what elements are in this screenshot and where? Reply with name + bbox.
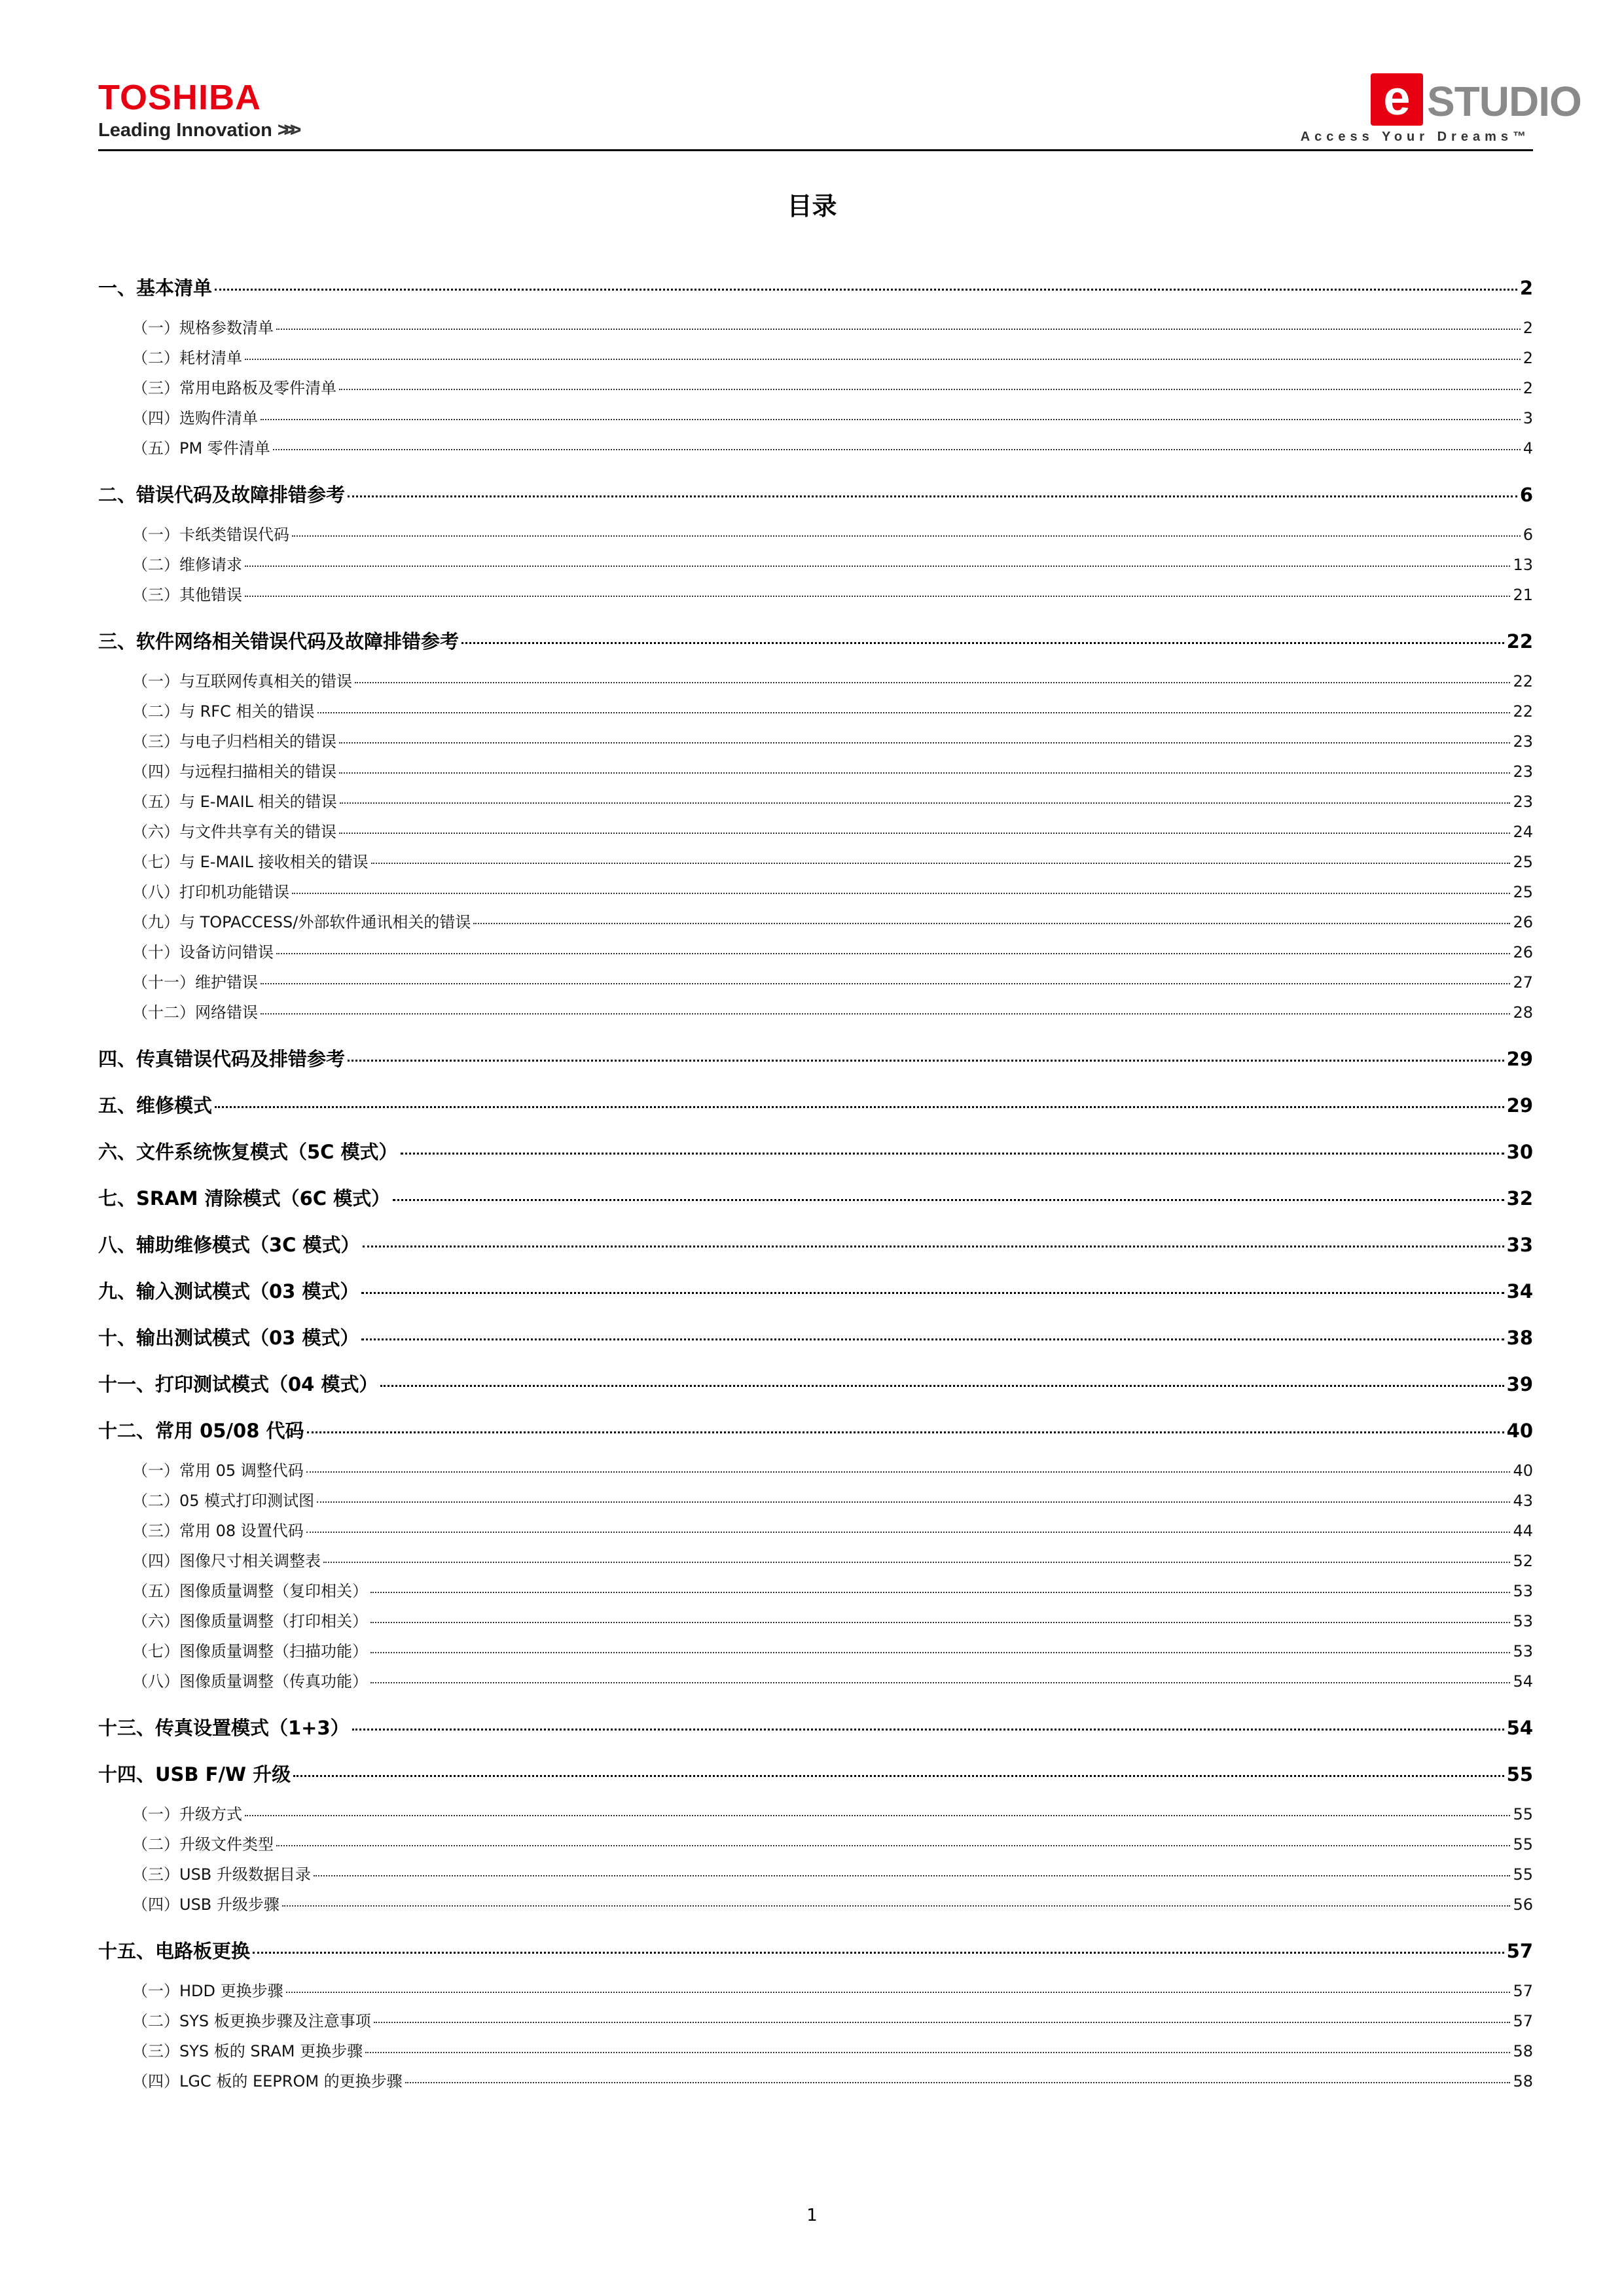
toc-leader-dots <box>352 1729 1504 1731</box>
toc-entry-page: 33 <box>1506 1234 1533 1256</box>
toc-leader-dots <box>292 893 1510 894</box>
brand-name: TOSHIBA <box>98 78 262 117</box>
toc-subsection-entry[interactable] <box>98 1801 1533 1831</box>
toc-entry-page: 40 <box>1513 1462 1533 1480</box>
toc-leader-dots <box>276 953 1510 954</box>
toc-leader-dots <box>461 642 1504 644</box>
toc-entry-page: 23 <box>1513 762 1533 781</box>
toc-section-entry[interactable] <box>98 1371 1533 1401</box>
toc-subsection-entry[interactable] <box>98 2008 1533 2038</box>
toc-subsection-entry[interactable] <box>98 879 1533 909</box>
toc-entry-page: 29 <box>1506 1048 1533 1070</box>
toc-subsection-entry[interactable] <box>98 405 1533 435</box>
tagline-text: Leading Innovation <box>98 120 272 141</box>
toc-entry-label: 四、传真错误代码及排错参考 <box>98 1048 346 1070</box>
toc-entry-page: 32 <box>1506 1187 1533 1210</box>
toc-leader-dots <box>363 1246 1504 1247</box>
toc-leader-dots <box>370 1622 1510 1623</box>
toc-section-entry[interactable] <box>98 275 1533 305</box>
toc-entry-page: 25 <box>1513 853 1533 871</box>
toc-entry-page: 2 <box>1523 319 1533 337</box>
toc-subsection-entry[interactable] <box>98 1978 1533 2008</box>
toc-entry-page: 54 <box>1513 1672 1533 1691</box>
toc-entry-label: （七）与 E-MAIL 接收相关的错误 <box>132 853 369 871</box>
toc-entry-page: 53 <box>1513 1642 1533 1660</box>
toc-subsection-entry[interactable] <box>98 698 1533 728</box>
toc-subsection-entry[interactable] <box>98 819 1533 849</box>
toc-entry-page: 29 <box>1506 1094 1533 1117</box>
toc-entry-label: 七、SRAM 清除模式（6C 模式） <box>98 1187 391 1210</box>
toc-entry-label: 十、输出测试模式（03 模式） <box>98 1327 359 1349</box>
toc-entry-page: 13 <box>1513 556 1533 574</box>
toc-leader-dots <box>276 329 1521 330</box>
toc-entry-page: 34 <box>1506 1280 1533 1302</box>
toc-leader-dots <box>282 1905 1511 1907</box>
toc-entry-page: 4 <box>1523 439 1533 457</box>
toc-leader-dots <box>306 1471 1511 1473</box>
toc-subsection-entry[interactable] <box>98 728 1533 759</box>
toc-subsection-entry[interactable] <box>98 2038 1533 2068</box>
toc-entry-label: （三）与电子归档相关的错误 <box>132 732 336 751</box>
toc-entry-page: 6 <box>1523 526 1533 544</box>
toc-section-entry[interactable] <box>98 1092 1533 1122</box>
toc-entry-label: （四）LGC 板的 EEPROM 的更换步骤 <box>132 2072 403 2090</box>
toc-entry-label: （九）与 TOPACCESS/外部软件通讯相关的错误 <box>132 913 471 931</box>
toc-entry-label: 二、错误代码及故障排错参考 <box>98 484 346 506</box>
toc-entry-label: （二）升级文件类型 <box>132 1835 274 1854</box>
toc-entry-label: （八）图像质量调整（传真功能） <box>132 1672 368 1691</box>
toc-leader-dots <box>355 682 1510 683</box>
toc-entry-page: 6 <box>1519 484 1533 506</box>
estudio-slogan: Access Your Dreams™ <box>1300 130 1530 144</box>
toc-entry-page: 2 <box>1519 277 1533 299</box>
toc-entry-page: 43 <box>1513 1492 1533 1510</box>
toc-subsection-entry[interactable] <box>98 435 1533 465</box>
toc-leader-dots <box>361 1292 1504 1294</box>
toc-entry-label: （四）图像尺寸相关调整表 <box>132 1552 321 1570</box>
toc-leader-dots <box>245 565 1510 567</box>
toc-entry-page: 55 <box>1513 1805 1533 1823</box>
toc-section-entry[interactable] <box>98 1325 1533 1355</box>
toc-entry-label: 十五、电路板更换 <box>98 1940 251 1962</box>
toc-leader-dots <box>261 983 1510 984</box>
toc-entry-label: （五）图像质量调整（复印相关） <box>132 1582 368 1600</box>
toc-entry-label: （一）规格参数清单 <box>132 319 274 337</box>
estudio-wordmark: STUDIO <box>1427 78 1581 125</box>
toc-entry-page: 22 <box>1513 702 1533 721</box>
toc-entry-page: 27 <box>1513 973 1533 992</box>
toc-leader-dots <box>245 596 1510 597</box>
toc-entry-page: 26 <box>1513 913 1533 931</box>
toc-entry-page: 38 <box>1506 1327 1533 1349</box>
toc-entry-page: 23 <box>1513 732 1533 751</box>
toc-leader-dots <box>253 1952 1504 1954</box>
toc-entry-label: （一）常用 05 调整代码 <box>132 1462 304 1480</box>
toc-leader-dots <box>314 1875 1511 1876</box>
page-number: 1 <box>806 2206 818 2225</box>
toc-entry-label: （三）其他错误 <box>132 586 242 604</box>
toc-subsection-entry[interactable] <box>98 1831 1533 1861</box>
toc-entry-label: （二）SYS 板更换步骤及注意事项 <box>132 2012 371 2030</box>
toc-subsection-entry[interactable] <box>98 759 1533 789</box>
toc-entry-page: 53 <box>1513 1582 1533 1600</box>
toc-leader-dots <box>317 1501 1510 1503</box>
toc-entry-label: （一）升级方式 <box>132 1805 242 1823</box>
toc-entry-label: （五）PM 零件清单 <box>132 439 270 457</box>
toc-leader-dots <box>361 1338 1504 1340</box>
toc-entry-page: 23 <box>1513 793 1533 811</box>
toc-entry-page: 30 <box>1506 1141 1533 1163</box>
toc-subsection-entry[interactable] <box>98 1488 1533 1518</box>
toc-leader-dots <box>393 1199 1504 1201</box>
header-divider <box>98 149 1533 151</box>
toc-section-entry[interactable] <box>98 1715 1533 1745</box>
toc-entry-label: 十一、打印测试模式（04 模式） <box>98 1373 378 1395</box>
toc-entry-page: 39 <box>1506 1373 1533 1395</box>
toc-subsection-entry[interactable] <box>98 909 1533 939</box>
toc-section-entry[interactable] <box>98 628 1533 658</box>
toc-leader-dots <box>365 2052 1510 2053</box>
toc-subsection-entry[interactable] <box>98 1668 1533 1698</box>
toc-leader-dots <box>245 359 1521 360</box>
toc-entry-page: 22 <box>1513 672 1533 691</box>
toc-section-entry[interactable] <box>98 1418 1533 1448</box>
toc-entry-page: 25 <box>1513 883 1533 901</box>
toc-entry-label: （八）打印机功能错误 <box>132 883 289 901</box>
toc-entry-label: （一）卡纸类错误代码 <box>132 526 289 544</box>
toc-subsection-entry[interactable] <box>98 668 1533 698</box>
toc-leader-dots <box>306 1532 1511 1533</box>
toc-subsection-entry[interactable] <box>98 375 1533 405</box>
toc-entry-label: 十四、USB F/W 升级 <box>98 1763 291 1785</box>
toc-subsection-entry[interactable] <box>98 849 1533 879</box>
toc-subsection-entry[interactable] <box>98 1892 1533 1922</box>
toc-leader-dots <box>370 1682 1510 1683</box>
toc-section-entry[interactable] <box>98 1278 1533 1308</box>
toc-subsection-entry[interactable] <box>98 552 1533 582</box>
toc-section-entry[interactable] <box>98 1185 1533 1215</box>
toc-subsection-entry[interactable] <box>98 1548 1533 1578</box>
toc-subsection-entry[interactable] <box>98 582 1533 612</box>
toc-entry-page: 58 <box>1513 2042 1533 2060</box>
toc-entry-page: 53 <box>1513 1612 1533 1630</box>
toc-entry-label: （六）图像质量调整（打印相关） <box>132 1612 368 1630</box>
page-header <box>98 71 1581 149</box>
toc-leader-dots <box>374 2022 1511 2023</box>
toc-subsection-entry[interactable] <box>98 789 1533 819</box>
toc-entry-label: （二）耗材清单 <box>132 349 242 367</box>
toc-leader-dots <box>339 833 1510 834</box>
toc-subsection-entry[interactable] <box>98 522 1533 552</box>
toc-entry-label: （四）USB 升级步骤 <box>132 1895 280 1914</box>
toc-entry-label: （十二）网络错误 <box>132 1003 258 1022</box>
toc-entry-page: 44 <box>1513 1522 1533 1540</box>
toc-entry-label: （四）与远程扫描相关的错误 <box>132 762 336 781</box>
toc-entry-page: 56 <box>1513 1895 1533 1914</box>
toc-entry-page: 52 <box>1513 1552 1533 1570</box>
toc-entry-label: （二）与 RFC 相关的错误 <box>132 702 315 721</box>
toc-entry-label: （三）SYS 板的 SRAM 更换步骤 <box>132 2042 363 2060</box>
brand-tagline <box>98 119 296 141</box>
toc-subsection-entry[interactable] <box>98 969 1533 999</box>
tagline-arrows-icon: >>> <box>277 119 297 141</box>
toc-entry-page: 58 <box>1513 2072 1533 2090</box>
toc-entry-page: 55 <box>1506 1763 1533 1785</box>
toc-entry-label: 九、输入测试模式（03 模式） <box>98 1280 359 1302</box>
toc-entry-label: 八、辅助维修模式（3C 模式） <box>98 1234 360 1256</box>
toc-subsection-entry[interactable] <box>98 939 1533 969</box>
toc-entry-label: 三、软件网络相关错误代码及故障排错参考 <box>98 630 460 653</box>
toshiba-logo <box>98 80 296 141</box>
toc-entry-page: 2 <box>1523 349 1533 367</box>
toc-entry-label: 五、维修模式 <box>98 1094 213 1117</box>
toc-leader-dots <box>293 1775 1504 1777</box>
toc-leader-dots <box>273 449 1521 450</box>
toc-leader-dots <box>245 1815 1510 1816</box>
toc-entry-label: （三）USB 升级数据目录 <box>132 1865 311 1884</box>
toc-section-entry[interactable] <box>98 1938 1533 1968</box>
toc-entry-page: 55 <box>1513 1865 1533 1884</box>
toc-leader-dots <box>370 1592 1510 1593</box>
toc-entry-page: 54 <box>1506 1717 1533 1739</box>
toc-subsection-entry[interactable] <box>98 999 1533 1030</box>
toc-leader-dots <box>348 495 1517 497</box>
toc-subsection-entry[interactable] <box>98 1578 1533 1608</box>
toc-subsection-entry[interactable] <box>98 1861 1533 1892</box>
toc-entry-page: 22 <box>1506 630 1533 653</box>
toc-leader-dots <box>405 2082 1511 2083</box>
table-of-contents <box>98 275 1533 2098</box>
toc-section-entry[interactable] <box>98 1046 1533 1076</box>
toc-leader-dots <box>307 1431 1504 1433</box>
toc-entry-label: 一、基本清单 <box>98 277 213 299</box>
toc-entry-label: （三）常用 08 设置代码 <box>132 1522 304 1540</box>
toc-entry-page: 57 <box>1506 1940 1533 1962</box>
toc-entry-page: 21 <box>1513 586 1533 604</box>
toc-entry-label: （七）图像质量调整（扫描功能） <box>132 1642 368 1660</box>
toc-leader-dots <box>276 1845 1510 1846</box>
toc-section-entry[interactable] <box>98 1139 1533 1169</box>
toc-entry-label: （五）与 E-MAIL 相关的错误 <box>132 793 337 811</box>
toc-entry-label: 六、文件系统恢复模式（5C 模式） <box>98 1141 398 1163</box>
toc-entry-page: 24 <box>1513 823 1533 841</box>
toc-leader-dots <box>261 1013 1510 1014</box>
toc-entry-page: 2 <box>1523 379 1533 397</box>
toc-entry-label: 十三、传真设置模式（1+3） <box>98 1717 350 1739</box>
toc-subsection-entry[interactable] <box>98 1458 1533 1488</box>
toc-entry-page: 28 <box>1513 1003 1533 1022</box>
toc-subsection-entry[interactable] <box>98 1608 1533 1638</box>
toc-entry-page: 26 <box>1513 943 1533 961</box>
toc-leader-dots <box>339 742 1510 744</box>
toc-entry-label: （十一）维护错误 <box>132 973 258 992</box>
toc-leader-dots <box>215 289 1517 291</box>
toc-entry-label: （二）维修请求 <box>132 556 242 574</box>
toc-entry-page: 57 <box>1513 1982 1533 2000</box>
toc-subsection-entry[interactable] <box>98 1638 1533 1668</box>
toc-leader-dots <box>371 863 1511 864</box>
toc-entry-label: （一）HDD 更换步骤 <box>132 1982 283 2000</box>
toc-entry-page: 3 <box>1523 409 1533 427</box>
toc-subsection-entry[interactable] <box>98 2068 1533 2098</box>
toc-leader-dots <box>401 1153 1504 1155</box>
toc-leader-dots <box>261 419 1521 420</box>
toc-leader-dots <box>323 1562 1510 1563</box>
toc-entry-page: 57 <box>1513 2012 1533 2030</box>
estudio-logo <box>1297 71 1581 147</box>
page-title: 目录 <box>787 192 837 221</box>
toc-entry-label: 十二、常用 05/08 代码 <box>98 1420 304 1442</box>
toc-leader-dots <box>339 772 1510 774</box>
toc-subsection-entry[interactable] <box>98 315 1533 345</box>
toc-subsection-entry[interactable] <box>98 345 1533 375</box>
toc-entry-page: 40 <box>1506 1420 1533 1442</box>
toc-entry-page: 55 <box>1513 1835 1533 1854</box>
toc-subsection-entry[interactable] <box>98 1518 1533 1548</box>
toc-leader-dots <box>473 923 1510 924</box>
toc-leader-dots <box>339 389 1521 390</box>
toc-leader-dots <box>348 1060 1504 1062</box>
toc-section-entry[interactable] <box>98 1232 1533 1262</box>
toc-entry-label: （六）与文件共享有关的错误 <box>132 823 336 841</box>
toc-leader-dots <box>286 1992 1511 1993</box>
estudio-e-mark: e <box>1371 73 1423 126</box>
toc-leader-dots <box>340 802 1511 804</box>
toc-entry-label: （三）常用电路板及零件清单 <box>132 379 336 397</box>
toc-leader-dots <box>380 1385 1504 1387</box>
toc-leader-dots <box>292 535 1521 537</box>
toc-entry-label: （一）与互联网传真相关的错误 <box>132 672 352 691</box>
toc-entry-label: （二）05 模式打印测试图 <box>132 1492 315 1510</box>
toc-leader-dots <box>317 712 1511 713</box>
toc-entry-label: （十）设备访问错误 <box>132 943 274 961</box>
toc-entry-label: （四）选购件清单 <box>132 409 258 427</box>
toc-section-entry[interactable] <box>98 482 1533 512</box>
toc-section-entry[interactable] <box>98 1761 1533 1791</box>
toc-leader-dots <box>370 1652 1510 1653</box>
toc-leader-dots <box>215 1106 1504 1108</box>
